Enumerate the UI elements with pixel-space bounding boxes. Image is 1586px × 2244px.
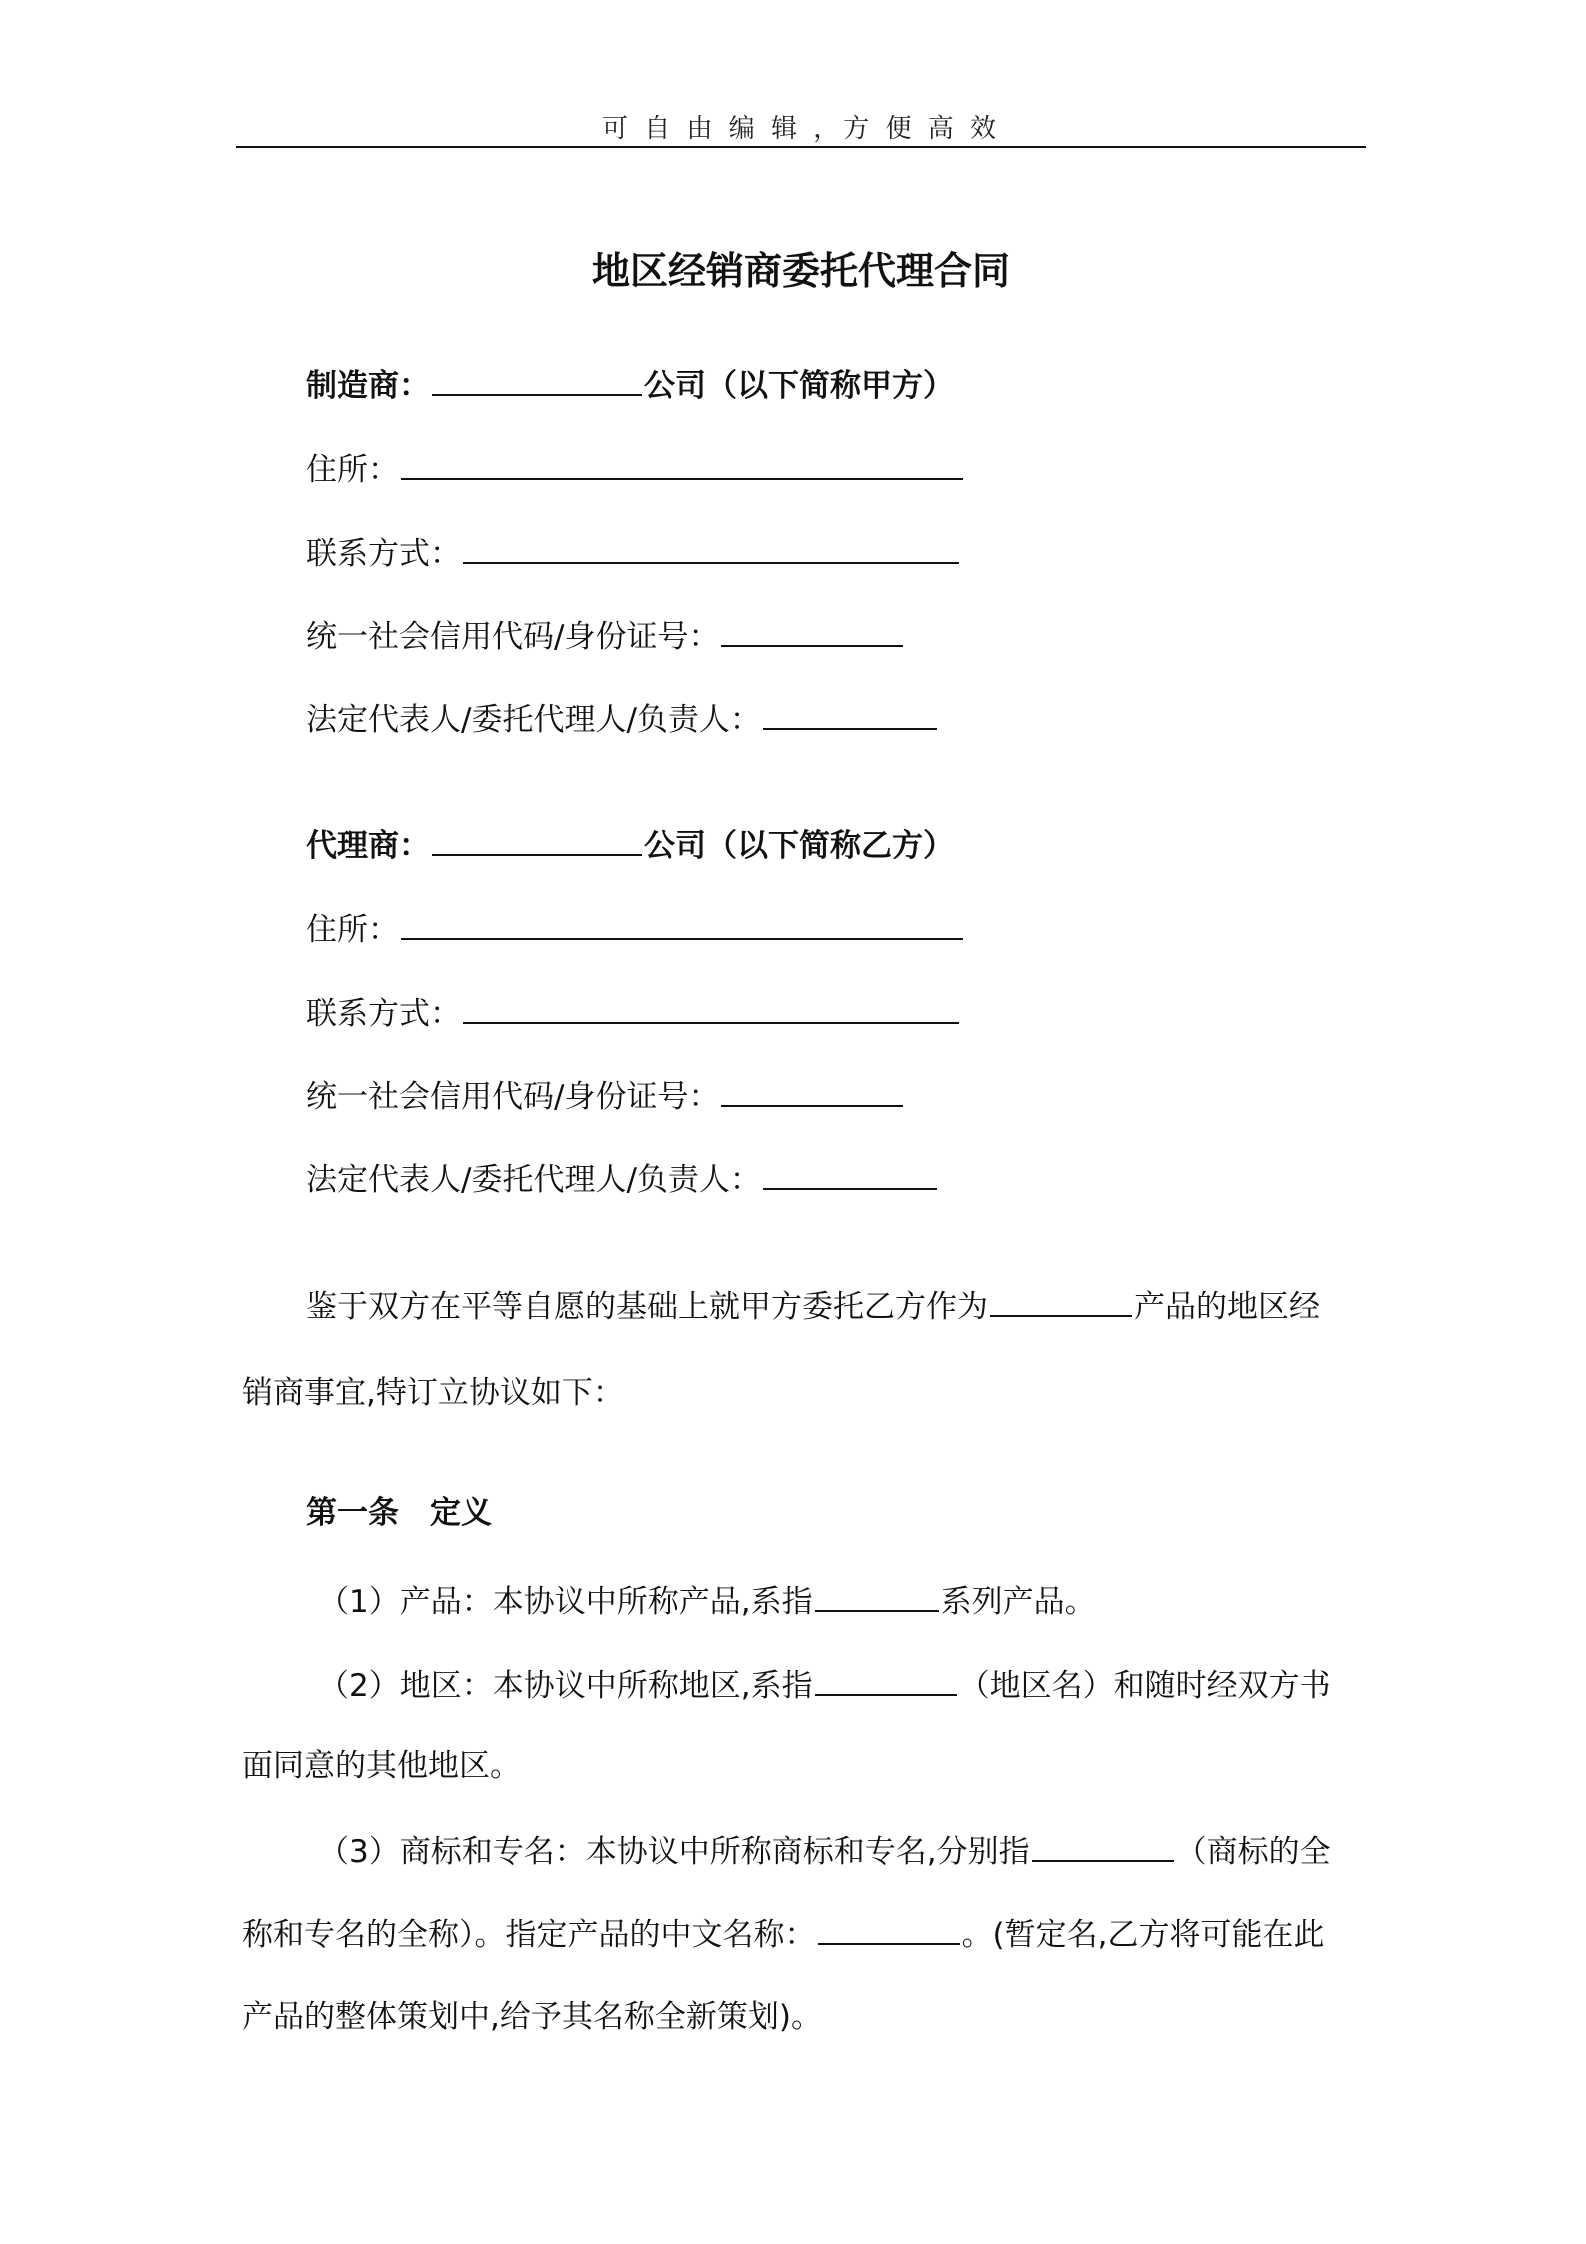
party-a-credit-label: 统一社会信用代码/身份证号： xyxy=(306,619,720,655)
party-b-rep-line xyxy=(306,1158,939,1200)
article-1-item-2-cont: 面同意的其他地区。 xyxy=(242,1748,521,1784)
party-a-address-line xyxy=(306,448,965,490)
party-b-contact-blank[interactable] xyxy=(463,992,959,1024)
party-a-contact-label: 联系方式： xyxy=(306,536,461,572)
item-2-blank[interactable] xyxy=(815,1664,957,1696)
party-a-rep-blank[interactable] xyxy=(763,698,937,730)
item-3-text-c: 称和专名的全称）。指定产品的中文名称： xyxy=(242,1917,816,1953)
party-b-credit-label: 统一社会信用代码/身份证号： xyxy=(306,1079,720,1115)
header-divider xyxy=(236,146,1366,148)
article-1-item-3-cont-2: 产品的整体策划中,给予其名称全新策划)。 xyxy=(242,1999,822,2035)
party-a-credit-blank[interactable] xyxy=(721,615,903,647)
party-a-rep-line xyxy=(306,698,939,740)
party-a-suffix: 公司（以下简称甲方） xyxy=(644,368,954,404)
article-1-item-1 xyxy=(318,1580,1096,1622)
party-a-rep-label: 法定代表人/委托代理人/负责人： xyxy=(306,702,761,738)
party-a-contact-line xyxy=(306,532,961,574)
item-1-blank[interactable] xyxy=(815,1580,939,1612)
party-b-suffix: 公司（以下简称乙方） xyxy=(644,828,954,864)
item-3-text-d: 。(暂定名,乙方将可能在此 xyxy=(961,1917,1325,1953)
preamble-line-2: 销商事宜,特订立协议如下： xyxy=(242,1375,624,1411)
item-2-text-a: （2）地区：本协议中所称地区,系指 xyxy=(318,1668,813,1704)
party-b-contact-line xyxy=(306,992,961,1034)
item-1-text-b: 系列产品。 xyxy=(940,1584,1096,1620)
preamble-line-1 xyxy=(306,1285,1320,1327)
party-b-rep-blank[interactable] xyxy=(763,1158,937,1190)
item-1-text-a: （1）产品：本协议中所称产品,系指 xyxy=(318,1584,813,1620)
item-3-blank-1[interactable] xyxy=(1032,1830,1174,1862)
party-b-name-blank[interactable] xyxy=(432,824,642,856)
item-2-text-b: （地区名）和随时经双方书 xyxy=(958,1668,1331,1704)
preamble-text-a: 鉴于双方在平等自愿的基础上就甲方委托乙方作为 xyxy=(306,1289,988,1325)
party-a-credit-line xyxy=(306,615,905,657)
party-a-line xyxy=(306,364,954,406)
party-a-name-blank[interactable] xyxy=(432,364,642,396)
party-b-credit-line xyxy=(306,1075,905,1117)
item-3-text-a: （3）商标和专名：本协议中所称商标和专名,分别指 xyxy=(318,1834,1030,1870)
product-blank[interactable] xyxy=(990,1285,1132,1317)
page-header: 可 自 由 编 辑 ，方 便 高 效 xyxy=(601,114,1001,144)
party-b-credit-blank[interactable] xyxy=(721,1075,903,1107)
article-1-item-2 xyxy=(318,1664,1331,1706)
item-3-blank-2[interactable] xyxy=(818,1913,960,1945)
party-a-address-label: 住所： xyxy=(306,452,399,488)
party-b-address-line xyxy=(306,908,965,950)
preamble-text-b: 产品的地区经 xyxy=(1134,1289,1320,1325)
item-3-text-b: （商标的全 xyxy=(1175,1834,1331,1870)
party-b-address-label: 住所： xyxy=(306,912,399,948)
article-1-item-3-cont-1 xyxy=(242,1913,1324,1955)
article-1-heading: 第一条 定义 xyxy=(306,1495,492,1531)
article-1-item-3 xyxy=(318,1830,1331,1872)
party-a-label: 制造商： xyxy=(306,368,430,404)
party-a-address-blank[interactable] xyxy=(401,448,963,480)
party-b-line xyxy=(306,824,954,866)
party-b-contact-label: 联系方式： xyxy=(306,996,461,1032)
document-title: 地区经销商委托代理合同 xyxy=(591,249,1010,293)
party-b-label: 代理商： xyxy=(306,828,430,864)
party-a-contact-blank[interactable] xyxy=(463,532,959,564)
party-b-rep-label: 法定代表人/委托代理人/负责人： xyxy=(306,1162,761,1198)
party-b-address-blank[interactable] xyxy=(401,908,963,940)
